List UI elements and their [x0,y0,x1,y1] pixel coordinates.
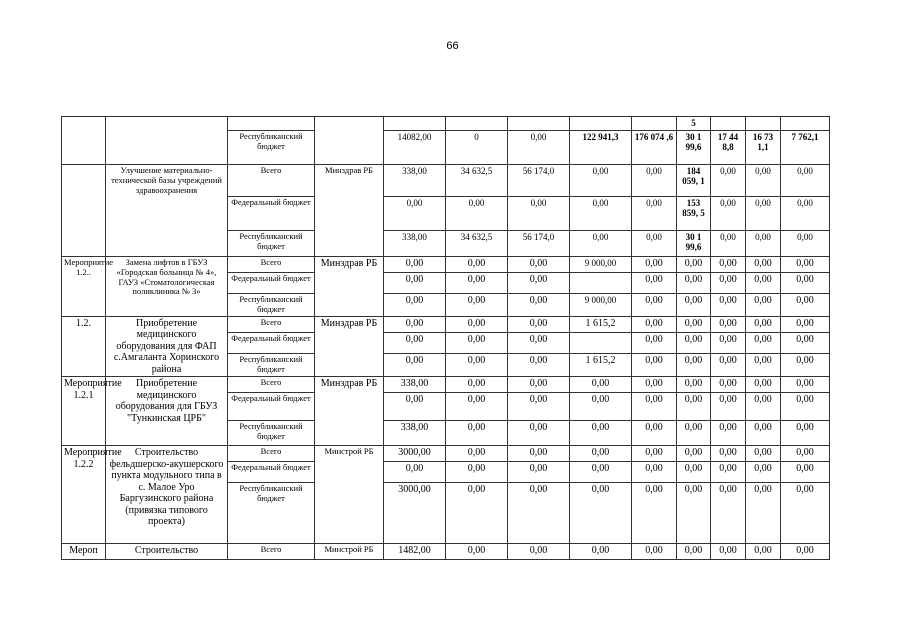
table-cell: 0,00 [384,273,446,294]
table-cell: 0,00 [711,377,746,393]
table-cell: 0,00 [677,544,711,560]
table-cell: 338,00 [384,165,446,197]
table-cell: 0,00 [508,257,570,273]
table-cell [711,117,746,131]
table-cell: 0,00 [746,257,781,273]
funding-source-cell: Республиканский бюджет [228,231,315,257]
table-cell: 0,00 [632,197,677,231]
funding-source-cell: Федеральный бюджет [228,332,315,353]
table-cell: 338,00 [384,231,446,257]
activity-name-cell: Замена лифтов в ГБУЗ «Городская больница № 4», ГАУЗ «Стоматологическая поликлиника № 3» [106,257,228,317]
table-cell: 0,00 [570,421,632,446]
table-row [62,377,830,393]
page-number: 66 [446,40,459,52]
table-cell [446,117,508,131]
table-cell [570,273,632,294]
table-cell: 0,00 [508,294,570,317]
table-cell: 0,00 [632,446,677,462]
table-cell: 0,00 [677,257,711,273]
table-cell: 0 [446,131,508,165]
table-cell: 0,00 [570,446,632,462]
table-cell: 56 174,0 [508,165,570,197]
table-cell: 0,00 [677,421,711,446]
activity-name-cell: Строительство [106,544,228,560]
responsible-cell: Минздрав РБ [315,165,384,257]
table-cell: 0,00 [446,354,508,377]
funding-source-cell: Республиканский бюджет [228,421,315,446]
table-cell: 0,00 [446,316,508,332]
funding-source-cell: Федеральный бюджет [228,393,315,421]
table-cell [384,117,446,131]
table-cell: 1 615,2 [570,316,632,332]
table-cell: 0,00 [508,354,570,377]
activity-number-cell: Мероприятие 1.2.. [62,257,106,317]
table-cell: 0,00 [632,462,677,483]
table-cell: 5 [677,117,711,131]
table-cell: 0,00 [508,273,570,294]
funding-source-cell: Всего [228,544,315,560]
table-cell: 0,00 [632,231,677,257]
table-cell: 30 1 99,6 [677,131,711,165]
table-cell: 0,00 [677,446,711,462]
table-cell: 0,00 [711,462,746,483]
table-cell: 0,00 [781,273,830,294]
table-cell: 0,00 [781,165,830,197]
table-cell: 14082,00 [384,131,446,165]
table-cell: 0,00 [508,197,570,231]
table-cell: 7 762,1 [781,131,830,165]
table-cell: 0,00 [508,332,570,353]
table-row [62,257,830,273]
table-cell: 0,00 [508,421,570,446]
table-cell: 0,00 [446,377,508,393]
table-cell: 0,00 [711,446,746,462]
funding-source-cell: Всего [228,446,315,462]
table-cell: 0,00 [711,332,746,353]
activity-number-cell: Мероприятие 1.2.1 [62,377,106,446]
table-cell: 0,00 [781,483,830,544]
responsible-cell: Минстрой РБ [315,544,384,560]
table-cell: 9 000,00 [570,294,632,317]
table-cell: 0,00 [632,483,677,544]
table-cell: 184 059, 1 [677,165,711,197]
table-cell: 0,00 [508,446,570,462]
table-cell [62,165,106,257]
table-cell: 0,00 [711,354,746,377]
table-cell: 338,00 [384,377,446,393]
table-row [62,316,830,332]
responsible-cell: Минздрав РБ [315,257,384,317]
table-cell: 0,00 [384,316,446,332]
table-cell: 0,00 [446,273,508,294]
table-cell: 0,00 [677,316,711,332]
table-cell [570,332,632,353]
activity-name-cell: Строительство фельдшерско-акушерского пункта модульного типа в с. Малое Уро Баргузинского района (привязка типового проекта) [106,446,228,544]
table-cell: 0,00 [781,231,830,257]
table-cell [746,117,781,131]
table-cell: 0,00 [384,462,446,483]
table-cell: 0,00 [677,483,711,544]
table-cell: 0,00 [781,393,830,421]
table-cell: 30 1 99,6 [677,231,711,257]
table-cell: 0,00 [677,393,711,421]
table-cell: 0,00 [746,273,781,294]
table-row [62,544,830,560]
table-cell: 0,00 [508,483,570,544]
table-cell: 0,00 [632,257,677,273]
table-cell: 0,00 [632,421,677,446]
activity-number-cell: 1.2. [62,316,106,377]
table-cell: 0,00 [384,354,446,377]
table-cell: 0,00 [711,393,746,421]
table-cell: 0,00 [384,393,446,421]
responsible-cell: Минздрав РБ [315,377,384,446]
table-cell: 17 44 8,8 [711,131,746,165]
table-cell: 0,00 [570,231,632,257]
table-cell: 56 174,0 [508,231,570,257]
table-cell: 0,00 [711,257,746,273]
table-cell: 3000,00 [384,483,446,544]
table-cell: 0,00 [711,165,746,197]
table-cell: 0,00 [746,316,781,332]
table-cell [632,117,677,131]
table-row [62,117,830,131]
table-cell: 0,00 [711,294,746,317]
table-cell [62,117,106,165]
table-cell: 0,00 [746,483,781,544]
activity-name-cell: Приобретение медицинского оборудования для ГБУЗ "Тункинская ЦРБ" [106,377,228,446]
table-cell: 0,00 [677,332,711,353]
table-cell: 0,00 [746,446,781,462]
table-cell: 0,00 [746,165,781,197]
table-cell: 0,00 [632,332,677,353]
table-cell: 0,00 [632,377,677,393]
table-cell [106,117,228,165]
table-cell: 0,00 [781,421,830,446]
table-cell: 0,00 [446,446,508,462]
table-cell: 16 73 1,1 [746,131,781,165]
table-cell: 0,00 [746,294,781,317]
table-cell: 0,00 [446,393,508,421]
table-cell: 0,00 [508,377,570,393]
responsible-cell: Минздрав РБ [315,316,384,377]
table-cell: 0,00 [632,393,677,421]
table-cell: 0,00 [508,316,570,332]
table-cell: 0,00 [570,462,632,483]
table-cell: 0,00 [446,332,508,353]
activity-name-cell: Улучшение материально-технической базы учреждений здравоохранения [106,165,228,257]
table-cell: 3000,00 [384,446,446,462]
table-cell: 0,00 [711,316,746,332]
table-row [62,446,830,462]
table-cell: 0,00 [677,294,711,317]
table-cell [315,117,384,165]
funding-source-cell: Федеральный бюджет [228,197,315,231]
funding-source-cell: Республиканский бюджет [228,483,315,544]
table-cell: 0,00 [781,332,830,353]
table-cell: 0,00 [570,165,632,197]
table-cell: 0,00 [781,462,830,483]
table-cell: 9 000,00 [570,257,632,273]
table-cell: 0,00 [746,462,781,483]
table-cell: 0,00 [711,231,746,257]
table-cell: 0,00 [711,273,746,294]
activity-number-cell: Мероприятие 1.2.2 [62,446,106,544]
table-cell: 0,00 [384,294,446,317]
table-cell: 0,00 [781,197,830,231]
table-cell: 0,00 [508,131,570,165]
table-cell: 0,00 [711,483,746,544]
table-cell: 0,00 [677,462,711,483]
table-cell: 1 615,2 [570,354,632,377]
table-cell: 0,00 [781,257,830,273]
budget-table [61,116,830,560]
table-cell: 0,00 [632,316,677,332]
table-cell: 0,00 [384,332,446,353]
table-cell: 0,00 [746,332,781,353]
table-cell: 0,00 [632,273,677,294]
table-cell: 34 632,5 [446,231,508,257]
table-cell: 0,00 [508,393,570,421]
funding-source-cell: Всего [228,257,315,273]
table-cell: 0,00 [446,544,508,560]
funding-source-cell: Республиканский бюджет [228,354,315,377]
table-cell: 0,00 [446,294,508,317]
funding-source-cell: Федеральный бюджет [228,273,315,294]
table-cell: 0,00 [746,231,781,257]
table-cell: 0,00 [746,377,781,393]
table-cell [781,117,830,131]
table-cell [508,117,570,131]
table-cell: 0,00 [746,197,781,231]
table-cell: 0,00 [746,544,781,560]
activity-name-cell: Приобретение медицинского оборудования для ФАП с.Амгаланта Хоринского района [106,316,228,377]
table-cell: 0,00 [632,544,677,560]
table-cell: 0,00 [508,462,570,483]
table-cell: 0,00 [632,294,677,317]
table-cell: 0,00 [384,257,446,273]
activity-number-cell: Мероп [62,544,106,560]
table-cell: 0,00 [446,421,508,446]
table-cell: 0,00 [781,446,830,462]
responsible-cell: Минстрой РБ [315,446,384,544]
table-cell: 0,00 [570,377,632,393]
table-cell: 0,00 [781,544,830,560]
table-cell: 0,00 [508,544,570,560]
table-cell: 0,00 [446,483,508,544]
table-cell: 0,00 [711,544,746,560]
table-cell: 338,00 [384,421,446,446]
table-cell: 0,00 [570,483,632,544]
table-cell: 0,00 [446,462,508,483]
table-cell: 0,00 [746,393,781,421]
table-cell: 0,00 [711,197,746,231]
table-cell: 0,00 [570,197,632,231]
funding-source-cell: Всего [228,165,315,197]
table-cell: 34 632,5 [446,165,508,197]
table-cell: 0,00 [781,294,830,317]
table-cell: 153 859, 5 [677,197,711,231]
table-cell: 0,00 [446,257,508,273]
funding-source-cell: Всего [228,377,315,393]
table-row [62,165,830,197]
table-cell: 0,00 [781,377,830,393]
table-cell: 0,00 [446,197,508,231]
table-cell [228,117,315,131]
funding-source-cell: Республиканский бюджет [228,131,315,165]
table-cell: 0,00 [677,354,711,377]
table-cell: 0,00 [570,544,632,560]
table-cell [570,117,632,131]
table-cell: 0,00 [711,421,746,446]
funding-source-cell: Республиканский бюджет [228,294,315,317]
table-cell: 0,00 [384,197,446,231]
funding-source-cell: Федеральный бюджет [228,462,315,483]
funding-source-cell: Всего [228,316,315,332]
table-cell: 0,00 [746,421,781,446]
table-cell: 122 941,3 [570,131,632,165]
table-cell: 0,00 [677,273,711,294]
table-cell: 1482,00 [384,544,446,560]
table-cell: 0,00 [781,354,830,377]
table-cell: 0,00 [570,393,632,421]
table-cell: 0,00 [781,316,830,332]
table-cell: 0,00 [746,354,781,377]
table-cell: 0,00 [677,377,711,393]
table-cell: 176 074 ,6 [632,131,677,165]
table-cell: 0,00 [632,354,677,377]
table-cell: 0,00 [632,165,677,197]
